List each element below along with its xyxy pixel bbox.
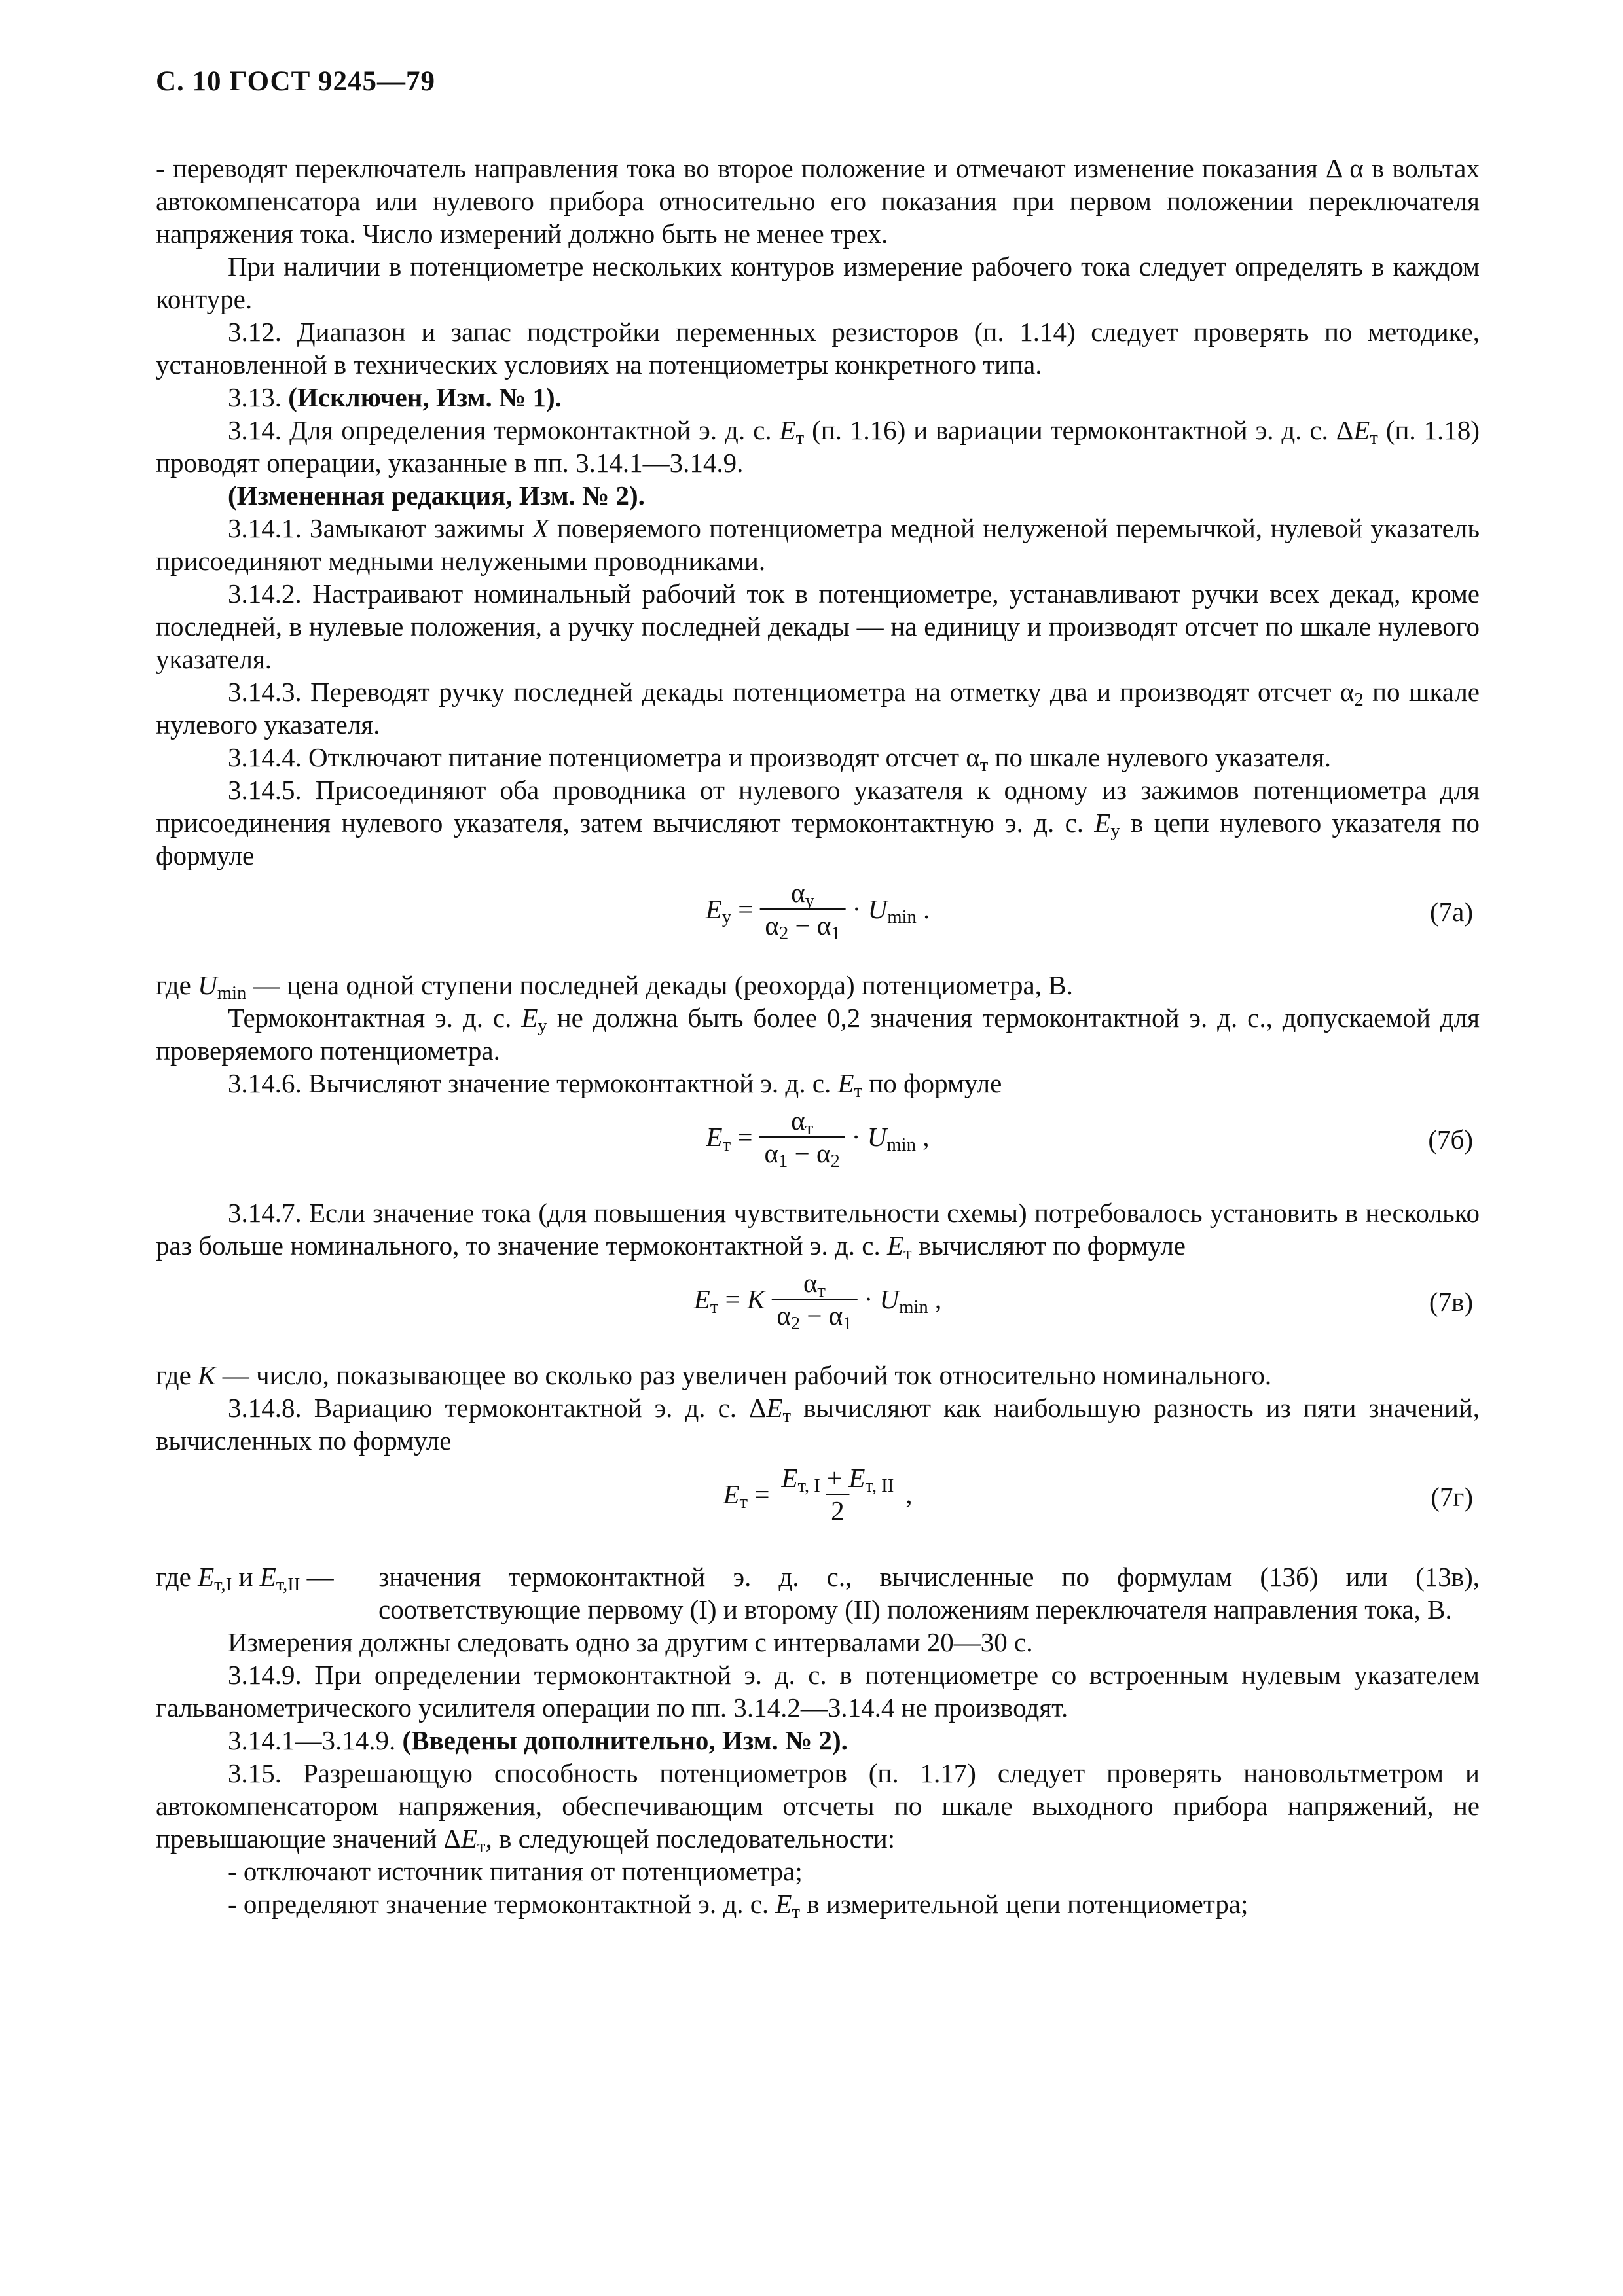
formula-7v-number: (7в) xyxy=(1429,1287,1473,1317)
paragraph-disconnect-power: - отключают источник питания от потенциометра; xyxy=(228,1856,803,1886)
paragraph-measurement-intervals: Измерения должны следовать одно за другим с интервалами 20—30 с. xyxy=(228,1627,1033,1657)
page-header: С. 10 ГОСТ 9245—79 xyxy=(156,66,436,97)
paragraph-determine-et: - определяют значение термоконтактной э. д. с. $E_т$ в измерительной цепи потенциометра; xyxy=(228,1889,1249,1923)
paragraph-3-14-7: 3.14.7. Если значение тока (для повышения чувствительности схемы) потребовалось установить в несколько раз больше номинального, то значение термоконтактной э. д. с. $E_т$ вычисляют по формуле xyxy=(156,1198,1480,1265)
paragraph-3-14-5: 3.14.5. Присоединяют оба проводника от нулевого указателя к одному из зажимов потенциометра для присоединения нулевого указателя, затем вычисляют термоконтактную э. д. с. $E_у$ в цепи нулевого указателя по формуле xyxy=(156,775,1480,870)
paragraph-3-15: 3.15. Разрешающую способность потенциометров (п. 1.17) следует проверять нановольтметром и автокомпенсатором напряжения, обеспечивающим отсчеты по шкале выходного прибора напряжений, не превышающие значений $\Delta E_т$, в следующей последовательности: xyxy=(156,1758,1480,1857)
formula-7a-number: (7а) xyxy=(1429,897,1473,927)
paragraph-umin-definition: где $U_{min}$ — цена одной ступени последней декады (реохорда) потенциометра, В. xyxy=(156,970,1073,1004)
definition-et-values xyxy=(156,1560,1480,1626)
formula-7g xyxy=(156,1462,1480,1554)
paragraph-ey-limit: Термоконтактная э. д. с. $E_у$ не должна быть более 0,2 значения термоконтактной э. д. с., допускаемой для проверяемого потенциометра. xyxy=(156,1003,1480,1066)
formula-7g-number: (7г) xyxy=(1431,1482,1473,1512)
paragraph-multiple-circuits: При наличии в потенциометре нескольких контуров измерение рабочего тока следует определять в каждом контуре. xyxy=(156,251,1480,314)
formula-7a xyxy=(156,877,1480,962)
paragraph-3-14-9: 3.14.9. При определении термоконтактной э. д. с. в потенциометре со встроенным нулевым указателем гальванометрического усилителя операции по пп. 3.14.2—3.14.4 не производят. xyxy=(156,1660,1480,1723)
formula-7g-expression: $E_т$ = $\frac{E_{т, I} + E_{т, II}}{2}$ , xyxy=(723,1463,913,1526)
paragraph-introduced-additionally: 3.14.1—3.14.9. (Введены дополнительно, Изм. № 2). xyxy=(228,1725,848,1755)
definition-term: где $E_{т,I}$ и $E_{т,II}$ — xyxy=(156,1562,334,1596)
paragraph-3-12: 3.12. Диапазон и запас подстройки переменных резисторов (п. 1.14) следует проверять по методике, установленной в технических условиях на потенциометры конкретного типа. xyxy=(156,317,1480,380)
paragraph-k-definition: где K — число, показывающее во сколько раз увеличен рабочий ток относительно номинального. xyxy=(156,1360,1272,1390)
paragraph-switch-direction: - переводят переключатель направления тока во второе положение и отмечают изменение показания Δ α в вольтах автокомпенсатора или нулевого прибора относительно его показания при первом положении переключателя напряжения тока. Число измерений должно быть не менее трех. xyxy=(156,153,1480,249)
paragraph-3-14-1: 3.14.1. Замыкают зажимы X поверяемого потенциометра медной нелуженой перемычкой, нулевой указатель присоединяют медными нелужеными проводниками. xyxy=(156,513,1480,576)
paragraph-amended-edition: (Измененная редакция, Изм. № 2). xyxy=(228,480,645,511)
paragraph-3-13: 3.13. (Исключен, Изм. № 1). xyxy=(228,382,562,412)
formula-7b xyxy=(156,1105,1480,1190)
paragraph-3-14: 3.14. Для определения термоконтактной э. д. с. $E_т$ (п. 1.16) и вариации термоконтактной э. д. с. $\Delta E_т$ (п. 1.18) проводят операции, указанные в пп. 3.14.1—3.14.9. xyxy=(156,415,1480,478)
formula-7b-expression: $E_т$ = $\frac{\alpha_т}{\alpha_1 - \alpha_2}$ · $U_{min}$ , xyxy=(706,1105,930,1172)
formula-7v-expression: $E_т = K$ $\frac{\alpha_т}{\alpha_2 - \alpha_1}$ · $U_{min}$ , xyxy=(693,1268,942,1335)
paragraph-3-14-6: 3.14.6. Вычисляют значение термоконтактной э. д. с. $E_т$ по формуле xyxy=(228,1068,1002,1102)
formula-7v xyxy=(156,1267,1480,1352)
document-body xyxy=(156,152,1480,1923)
paragraph-3-14-4: 3.14.4. Отключают питание потенциометра и производят отсчет $\alpha_т$ по шкале нулевого указателя. xyxy=(228,742,1331,776)
paragraph-3-14-2: 3.14.2. Настраивают номинальный рабочий ток в потенциометре, устанавливают ручки всех декад, кроме последней, в нулевые положения, а ручку последней декады — на единицу и производят отсчет по шкале нулевого указателя. xyxy=(156,579,1480,674)
formula-7a-expression: $E_у$ = $\frac{\alpha_у}{\alpha_2 - \alpha_1}$ · $U_{min}$ . xyxy=(705,878,930,944)
definition-text: значения термоконтактной э. д. с., вычисленные по формулам (13б) или (13в), соответствующие первому (I) и второму (II) положениям переключателя направления тока, В. xyxy=(378,1562,1480,1624)
formula-7b-number: (7б) xyxy=(1428,1124,1473,1155)
paragraph-3-14-8: 3.14.8. Вариацию термоконтактной э. д. с. $\Delta E_т$ вычисляют как наибольшую разность из пяти значений, вычисленных по формуле xyxy=(156,1393,1480,1456)
paragraph-3-14-3: 3.14.3. Переводят ручку последней декады потенциометра на отметку два и производят отсчет $\alpha_2$ по шкале нулевого указателя. xyxy=(156,677,1480,740)
